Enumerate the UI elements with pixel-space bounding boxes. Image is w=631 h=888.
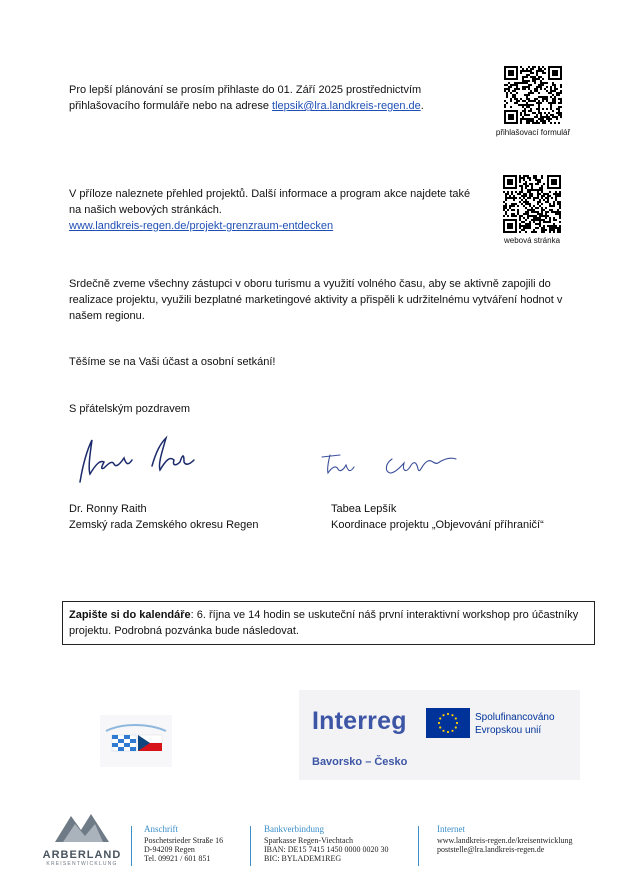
signatory-1-title: Zemský rada Zemského okresu Regen: [69, 519, 259, 531]
interreg-logo-block: [299, 690, 580, 780]
eu-flag-icon: [426, 708, 470, 738]
registration-text-2: prostřednictvím přihlašovacího formuláře nebo na adrese: [69, 84, 422, 112]
signature-lepsik: [318, 447, 468, 481]
calendar-text: : 6. října ve 14 hodin se uskuteční náš první interaktivní workshop pro účastníky projektu. Podrobná pozvánka bude následovat.: [69, 609, 579, 637]
closing-line: Těšíme se na Vaši účast a osobní setkání!: [69, 356, 276, 368]
website-qr-caption: webová stránka: [503, 236, 561, 245]
project-website-link[interactable]: www.landkreis-regen.de/projekt-grenzraum-entdecken: [69, 220, 334, 232]
interreg-logo-text: Interreg: [312, 707, 407, 735]
signatory-1: [69, 501, 259, 533]
arberland-logo-name: ARBERLAND: [42, 849, 122, 861]
registration-email-link[interactable]: tlepsik@lra.landkreis-regen.de: [272, 100, 421, 112]
attachment-text: V příloze naleznete přehled projektů. Další informace a program akce najdete také na našich webových stránkách.: [69, 188, 471, 216]
footer-address: Anschrift Poschetsrieder Straße 16 D-94209 Regen Tel. 09921 / 601 851: [144, 824, 224, 863]
registration-deadline: 01. Září 2025: [277, 84, 343, 96]
calendar-notice-box: [62, 601, 595, 645]
website-qr-code[interactable]: [503, 175, 561, 233]
eu-cofunded-text: Spolufinancováno Evropskou unií: [475, 712, 555, 736]
registration-qr-caption: přihlašovací formulář: [495, 128, 571, 137]
footer-internet: Internet www.landkreis-regen.de/kreisentwicklung poststelle@lra.landkreis-regen.de: [437, 824, 573, 854]
signature-raith: [66, 430, 216, 488]
signatory-1-name: Dr. Ronny Raith: [69, 503, 147, 515]
arberland-logo: [41, 810, 123, 867]
footer-divider: [131, 826, 132, 866]
footer-website-link[interactable]: www.landkreis-regen.de/kreisentwicklung: [437, 836, 573, 845]
calendar-label: Zapište si do kalendáře: [69, 609, 191, 621]
footer-divider: [250, 826, 251, 866]
attachment-paragraph: [69, 186, 479, 234]
signatory-2-name: Tabea Lepšík: [331, 503, 397, 515]
greeting: S přátelským pozdravem: [69, 403, 191, 415]
mountain-icon: [41, 810, 123, 844]
invitation-paragraph: Srdečně zveme všechny zástupci v oboru turismu a využití volného času, aby se aktivně zapojili do realizace projektu, využili bezplatné marketingové aktivity a přispěli k udržitelnému vytváření hodnot v našem regionu.: [69, 278, 563, 322]
registration-paragraph: Pro lepší plánování se prosím přihlaste do 01. Září 2025 prostřednictvím přihlašovacího formuláře nebo na adrese tlepsik@lra.landkreis-regen.de.: [69, 84, 424, 112]
footer-email-link[interactable]: poststelle@lra.landkreis-regen.de: [437, 845, 545, 854]
registration-qr-code[interactable]: [504, 66, 562, 124]
footer-bank: Bankverbindung Sparkasse Regen-Viechtach IBAN: DE15 7415 1450 0000 0020 30 BIC: BYLADEM1REG: [264, 824, 389, 863]
footer-divider: [418, 826, 419, 866]
signatory-2: [331, 501, 544, 533]
bavaria-czech-flag-logo: [100, 715, 172, 767]
signatory-2-title: Koordinace projektu „Objevování příhraničí“: [331, 519, 544, 531]
interreg-region-text: Bavorsko – Česko: [312, 756, 408, 768]
arberland-logo-sub: KREISENTWICKLUNG: [46, 861, 118, 867]
registration-text: Pro lepší plánování se prosím přihlaste do: [69, 84, 278, 96]
